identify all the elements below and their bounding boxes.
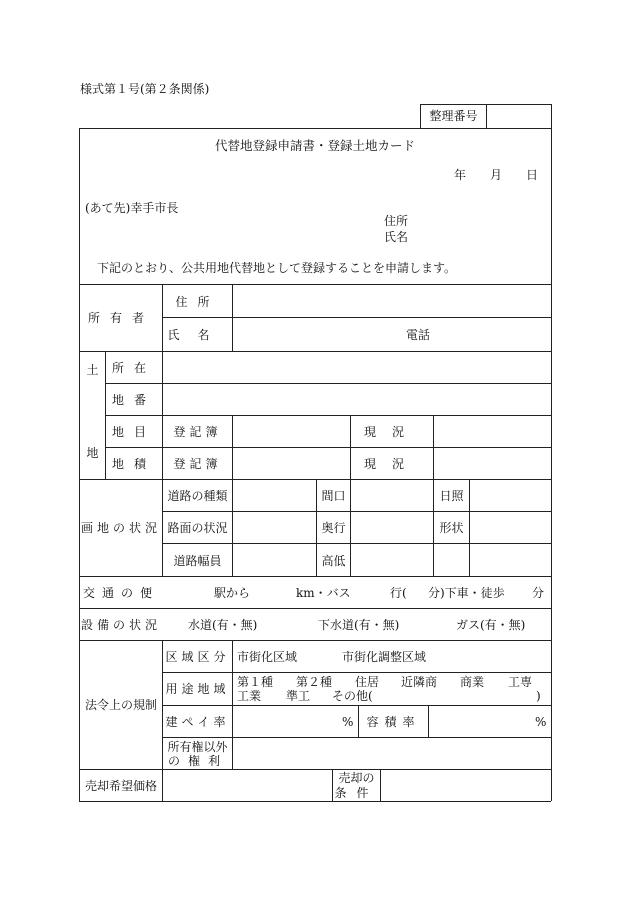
transport-km-bus: km・バス xyxy=(296,586,351,600)
facilities-sewer: 下水道(有・無) xyxy=(318,618,400,632)
land-area-label: 地積 xyxy=(111,457,156,471)
elevation-field[interactable] xyxy=(351,544,432,575)
land-lot-number-label: 地番 xyxy=(111,393,156,407)
land-category-registry-label: 登記簿 xyxy=(173,425,222,439)
land-label-top: 土 xyxy=(86,363,99,377)
transport-min-stop: 分)下車・徒歩 xyxy=(428,586,505,600)
far-field[interactable] xyxy=(429,706,533,736)
form-number: 様式第１号(第２条関係) xyxy=(80,82,210,96)
road-surface-field[interactable] xyxy=(233,512,315,542)
sale-price-label: 売却希望価格 xyxy=(84,779,157,793)
addressee: (あて先)幸手市長 xyxy=(85,201,179,215)
use-option-close: ) xyxy=(536,689,541,703)
seiri-bango-field[interactable] xyxy=(487,105,550,127)
regulations-label: 法令上の規制 xyxy=(84,698,157,712)
use-option-4: 近隣商 xyxy=(401,675,438,689)
land-area-current-field[interactable] xyxy=(434,448,550,478)
use-option-2: 第２種 xyxy=(296,675,333,689)
zone-control: 市街化調整区域 xyxy=(342,650,427,664)
transport-line: 行( xyxy=(390,586,407,600)
frontage-field[interactable] xyxy=(351,480,432,510)
land-category-label: 地目 xyxy=(111,425,156,439)
land-category-current-label: 現況 xyxy=(363,425,420,439)
owner-phone-label: 電話 xyxy=(406,328,431,342)
other-rights-label-1: 所有権以外 xyxy=(167,740,228,754)
lot-condition-label: 画地の状況 xyxy=(80,521,161,535)
road-type-field[interactable] xyxy=(233,480,315,510)
road-width-label: 道路幅員 xyxy=(173,554,222,568)
land-area-registry-field[interactable] xyxy=(233,448,349,478)
depth-field[interactable] xyxy=(351,512,432,542)
land-location-label: 所在 xyxy=(111,361,156,375)
frontage-label: 間口 xyxy=(321,489,346,503)
owner-address-label: 住所 xyxy=(175,295,220,309)
use-option-8: 準工 xyxy=(286,689,311,703)
zone-urbanization: 市街化区域 xyxy=(237,650,298,664)
road-type-label: 道路の種類 xyxy=(167,489,228,503)
use-option-3: 住居 xyxy=(355,675,380,689)
land-category-registry-field[interactable] xyxy=(233,416,349,446)
use-option-1: 第１種 xyxy=(237,675,274,689)
land-category-current-field[interactable] xyxy=(434,416,550,446)
bcr-unit: % xyxy=(342,715,354,729)
use-option-6: 工専 xyxy=(508,675,533,689)
owner-name-field[interactable] xyxy=(233,318,383,350)
owner-name-label: 氏名 xyxy=(167,328,228,342)
form-title: 代替地登録申請書・登録土地カード xyxy=(214,138,415,153)
use-option-other: その他( xyxy=(332,689,373,703)
road-width-field[interactable] xyxy=(233,544,315,575)
use-option-7: 工業 xyxy=(237,689,262,703)
land-area-registry-label: 登記簿 xyxy=(173,457,222,471)
date-month: 月 xyxy=(490,168,503,182)
facilities-gas: ガス(有・無) xyxy=(456,618,526,632)
land-area-current-label: 現況 xyxy=(363,457,420,471)
land-label-bottom: 地 xyxy=(86,446,99,460)
seiri-bango-label: 整理番号 xyxy=(429,109,478,123)
sale-conditions-label-1: 売却の xyxy=(338,771,375,785)
shape-label: 形状 xyxy=(439,521,464,535)
other-rights-field[interactable] xyxy=(233,738,550,768)
land-lot-number-field[interactable] xyxy=(163,384,550,414)
use-option-5: 商業 xyxy=(460,675,485,689)
sunlight-label: 日照 xyxy=(439,489,464,503)
transport-label: 交通の便 xyxy=(82,586,159,600)
date-year: 年 xyxy=(454,168,467,182)
road-surface-label: 路面の状況 xyxy=(167,521,228,535)
transport-station: 駅から xyxy=(214,586,251,600)
zone-label: 区域区分 xyxy=(165,650,230,664)
transport-min: 分 xyxy=(532,586,545,600)
bcr-label: 建ペイ率 xyxy=(165,715,230,729)
bcr-field[interactable] xyxy=(233,706,341,736)
facilities-label: 設備の状況 xyxy=(80,618,161,632)
use-district-label: 用途地域 xyxy=(165,682,230,696)
owner-label: 所有者 xyxy=(87,311,154,325)
applicant-address-label: 住所 xyxy=(384,214,409,228)
far-unit: % xyxy=(535,715,547,729)
sale-price-field[interactable] xyxy=(163,770,331,800)
sunlight-field[interactable] xyxy=(470,480,550,510)
sale-conditions-field[interactable] xyxy=(381,770,550,800)
far-label: 容積率 xyxy=(366,715,421,729)
elevation-label: 高低 xyxy=(321,554,346,568)
sale-conditions-label-2: 条件 xyxy=(334,786,379,800)
owner-address-field[interactable] xyxy=(233,285,550,316)
shape-field[interactable] xyxy=(470,512,550,542)
applicant-name-label: 氏名 xyxy=(384,230,409,244)
depth-label: 奥行 xyxy=(321,521,346,535)
land-location-field[interactable] xyxy=(163,352,550,382)
facilities-water: 水道(有・無) xyxy=(188,618,258,632)
use-other-field[interactable] xyxy=(382,688,532,703)
other-rights-label-2: の権利 xyxy=(168,754,229,768)
date-day: 日 xyxy=(526,168,539,182)
declaration: 下記のとおり、公共用地代替地として登録することを申請します。 xyxy=(97,261,457,275)
